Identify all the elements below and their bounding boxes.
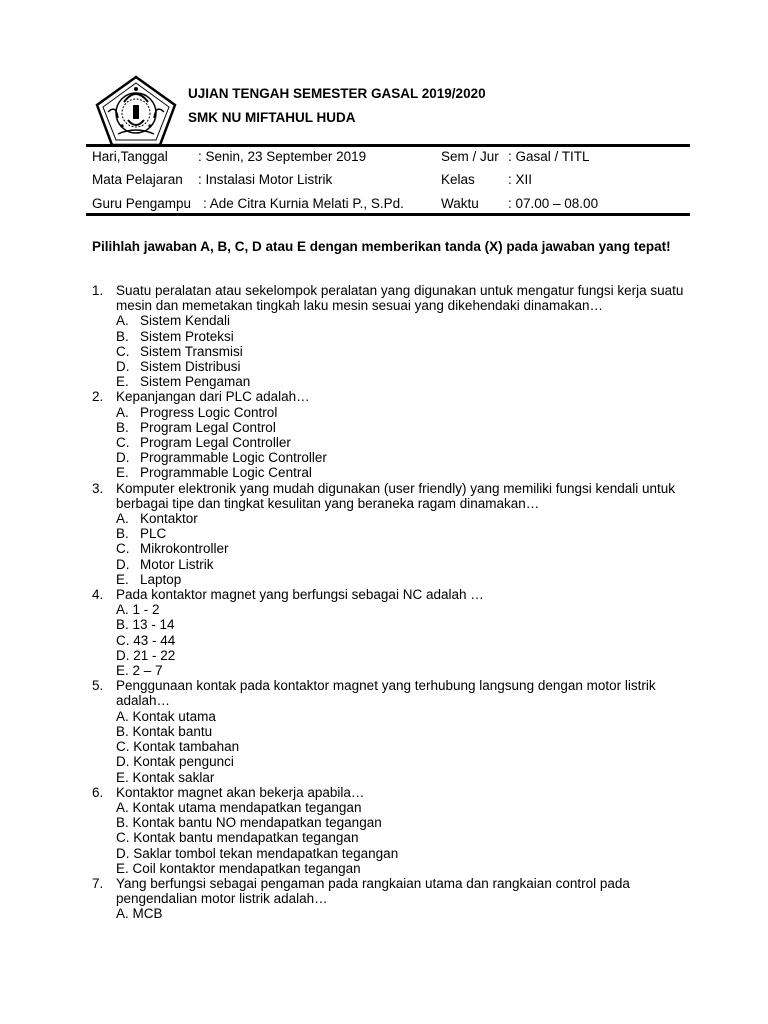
option-a[interactable] <box>116 906 692 921</box>
option-letter: D. <box>116 647 130 663</box>
option-text: Program Legal Control <box>140 419 276 435</box>
option-d[interactable] <box>116 846 692 861</box>
option-text: PLC <box>140 526 167 542</box>
option-text: Kontak tambahan <box>133 739 240 755</box>
option-text: Kontak bantu mendapatkan tegangan <box>133 830 359 846</box>
option-a[interactable] <box>116 511 692 526</box>
option-list <box>116 602 692 678</box>
option-e[interactable] <box>116 465 692 480</box>
option-letter: D. <box>116 754 130 770</box>
option-text: 21 - 22 <box>133 647 176 663</box>
option-list <box>116 800 692 876</box>
option-text: Program Legal Controller <box>140 435 291 451</box>
option-a[interactable] <box>116 602 692 617</box>
option-text: 43 - 44 <box>133 632 176 648</box>
option-b[interactable] <box>116 420 692 435</box>
option-d[interactable] <box>116 754 692 769</box>
option-e[interactable] <box>116 861 692 876</box>
option-text: Sistem Distribusi <box>140 359 241 375</box>
option-text: Laptop <box>140 571 182 587</box>
option-letter: B. <box>116 617 129 633</box>
question-number: 3. <box>92 480 104 496</box>
question-text: Kontaktor magnet akan bekerja apabila… <box>116 784 365 800</box>
option-letter: D. <box>116 359 130 375</box>
option-text: Kontak saklar <box>132 769 215 785</box>
day-value: : Senin, 23 September 2019 <box>198 149 367 164</box>
option-c[interactable] <box>116 633 692 648</box>
exam-title: UJIAN TENGAH SEMESTER GASAL 2019/2020 <box>188 86 486 101</box>
question-1 <box>92 283 692 389</box>
option-letter: A. <box>116 313 129 329</box>
option-c[interactable] <box>116 541 692 556</box>
option-letter: E. <box>116 663 129 679</box>
option-c[interactable] <box>116 435 692 450</box>
option-letter: C. <box>116 739 130 755</box>
option-a[interactable] <box>116 313 692 328</box>
question-6 <box>92 785 692 876</box>
school-name: SMK NU MIFTAHUL HUDA <box>188 110 356 125</box>
option-d[interactable] <box>116 450 692 465</box>
option-list <box>116 405 692 481</box>
option-letter: B. <box>116 419 129 435</box>
question-2 <box>92 389 692 480</box>
option-list <box>116 511 692 587</box>
option-text: Sistem Transmisi <box>140 343 243 359</box>
question-text: Komputer elektronik yang mudah digunakan (user friendly) yang memiliki fungsi kendali untuk berbagai tipe dan tingkat kesulitan yang beraneka ragam dinamakan… <box>116 480 676 511</box>
class-label: Kelas <box>441 172 475 187</box>
question-number: 2. <box>92 389 104 405</box>
option-letter: C. <box>116 435 130 451</box>
option-letter: B. <box>116 328 129 344</box>
sem-label: Sem / Jur <box>441 149 499 164</box>
top-divider <box>86 144 690 147</box>
option-letter: E. <box>116 769 129 785</box>
option-text: Kontak utama <box>132 708 216 724</box>
option-text: Sistem Pengaman <box>140 374 251 390</box>
option-letter: D. <box>116 845 130 861</box>
option-text: Kontak pengunci <box>133 754 234 770</box>
question-number: 7. <box>92 875 104 891</box>
option-b[interactable] <box>116 724 692 739</box>
option-text: Kontaktor <box>140 511 198 527</box>
option-text: Saklar tombol tekan mendapatkan tegangan <box>133 845 399 861</box>
option-letter: A. <box>116 602 129 618</box>
instruction: Pilihlah jawaban A, B, C, D atau E dengan memberikan tanda (X) pada jawaban yang tepat! <box>92 239 671 254</box>
option-b[interactable] <box>116 329 692 344</box>
option-letter: D. <box>116 450 130 466</box>
option-text: Kontak utama mendapatkan tegangan <box>132 799 362 815</box>
subject-value: : Instalasi Motor Listrik <box>198 172 333 187</box>
option-letter: B. <box>116 526 129 542</box>
option-letter: E. <box>116 465 129 481</box>
option-a[interactable] <box>116 405 692 420</box>
subject-label: Mata Pelajaran <box>92 172 183 187</box>
option-e[interactable] <box>116 663 692 678</box>
option-letter: A. <box>116 511 129 527</box>
time-value: : 07.00 – 08.00 <box>508 196 599 211</box>
option-text: Motor Listrik <box>140 556 214 572</box>
question-text: Penggunaan kontak pada kontaktor magnet yang terhubung langsung dengan motor listrik adalah… <box>116 678 656 709</box>
option-letter: C. <box>116 343 130 359</box>
option-letter: A. <box>116 799 129 815</box>
option-b[interactable] <box>116 526 692 541</box>
option-b[interactable] <box>116 617 692 632</box>
option-text: Sistem Proteksi <box>140 328 234 344</box>
question-text: Kepanjangan dari PLC adalah… <box>116 389 310 405</box>
question-text: Suatu peralatan atau sekelompok peralatan yang digunakan untuk mengatur fungsi kerja suatu mesin dan memetakan tingkah laku mesin sesuai yang dikehendaki dinamakan… <box>116 283 684 314</box>
option-d[interactable] <box>116 359 692 374</box>
option-letter: E. <box>116 374 129 390</box>
option-letter: C. <box>116 830 130 846</box>
option-letter: A. <box>116 906 129 922</box>
option-e[interactable] <box>116 770 692 785</box>
sem-value: : Gasal / TITL <box>508 149 590 164</box>
option-letter: A. <box>116 404 129 420</box>
day-label: Hari,Tanggal <box>92 149 168 164</box>
option-text: MCB <box>132 906 163 922</box>
option-letter: C. <box>116 541 130 557</box>
option-text: Mikrokontroller <box>140 541 229 557</box>
option-text: Programmable Logic Controller <box>140 450 327 466</box>
option-text: Kontak bantu <box>132 723 213 739</box>
option-c[interactable] <box>116 739 692 754</box>
option-text: Sistem Kendali <box>140 313 231 329</box>
option-text: Progress Logic Control <box>140 404 278 420</box>
option-d[interactable] <box>116 648 692 663</box>
teacher-label: Guru Pengampu <box>92 196 192 211</box>
question-number: 4. <box>92 587 104 603</box>
question-4 <box>92 587 692 678</box>
option-letter: A. <box>116 708 129 724</box>
option-c[interactable] <box>116 830 692 845</box>
option-e[interactable] <box>116 572 692 587</box>
option-text: Programmable Logic Central <box>140 465 312 481</box>
option-letter: D. <box>116 556 130 572</box>
question-5 <box>92 678 692 784</box>
time-label: Waktu <box>441 196 479 211</box>
question-list <box>92 283 692 922</box>
option-list <box>116 709 692 785</box>
option-b[interactable] <box>116 815 692 830</box>
option-text: Kontak bantu NO mendapatkan tegangan <box>132 815 382 831</box>
option-text: 1 - 2 <box>132 602 160 618</box>
option-letter: E. <box>116 860 129 876</box>
school-logo <box>94 74 178 148</box>
question-text: Yang berfungsi sebagai pengaman pada rangkaian utama dan rangkaian control pada pengendalian motor listrik adalah… <box>116 875 630 907</box>
option-letter: C. <box>116 632 130 648</box>
option-c[interactable] <box>116 344 692 359</box>
question-7 <box>92 876 692 922</box>
option-text: Coil kontaktor mendapatkan tegangan <box>132 860 361 876</box>
teacher-value: : Ade Citra Kurnia Melati P., S.Pd. <box>203 196 404 211</box>
option-a[interactable] <box>116 709 692 724</box>
question-number: 1. <box>92 283 104 298</box>
question-number: 6. <box>92 784 104 800</box>
question-3 <box>92 481 692 587</box>
option-letter: B. <box>116 815 129 831</box>
option-d[interactable] <box>116 557 692 572</box>
option-e[interactable] <box>116 374 692 389</box>
option-letter: E. <box>116 571 129 587</box>
class-value: : XII <box>508 172 533 187</box>
question-text: Pada kontaktor magnet yang berfungsi sebagai NC adalah … <box>116 587 484 603</box>
option-list <box>116 313 692 389</box>
option-a[interactable] <box>116 800 692 815</box>
option-list <box>116 906 692 921</box>
option-letter: B. <box>116 723 129 739</box>
option-text: 2 – 7 <box>132 663 163 679</box>
bottom-divider <box>86 213 690 216</box>
question-number: 5. <box>92 678 104 694</box>
option-text: 13 - 14 <box>132 617 175 633</box>
